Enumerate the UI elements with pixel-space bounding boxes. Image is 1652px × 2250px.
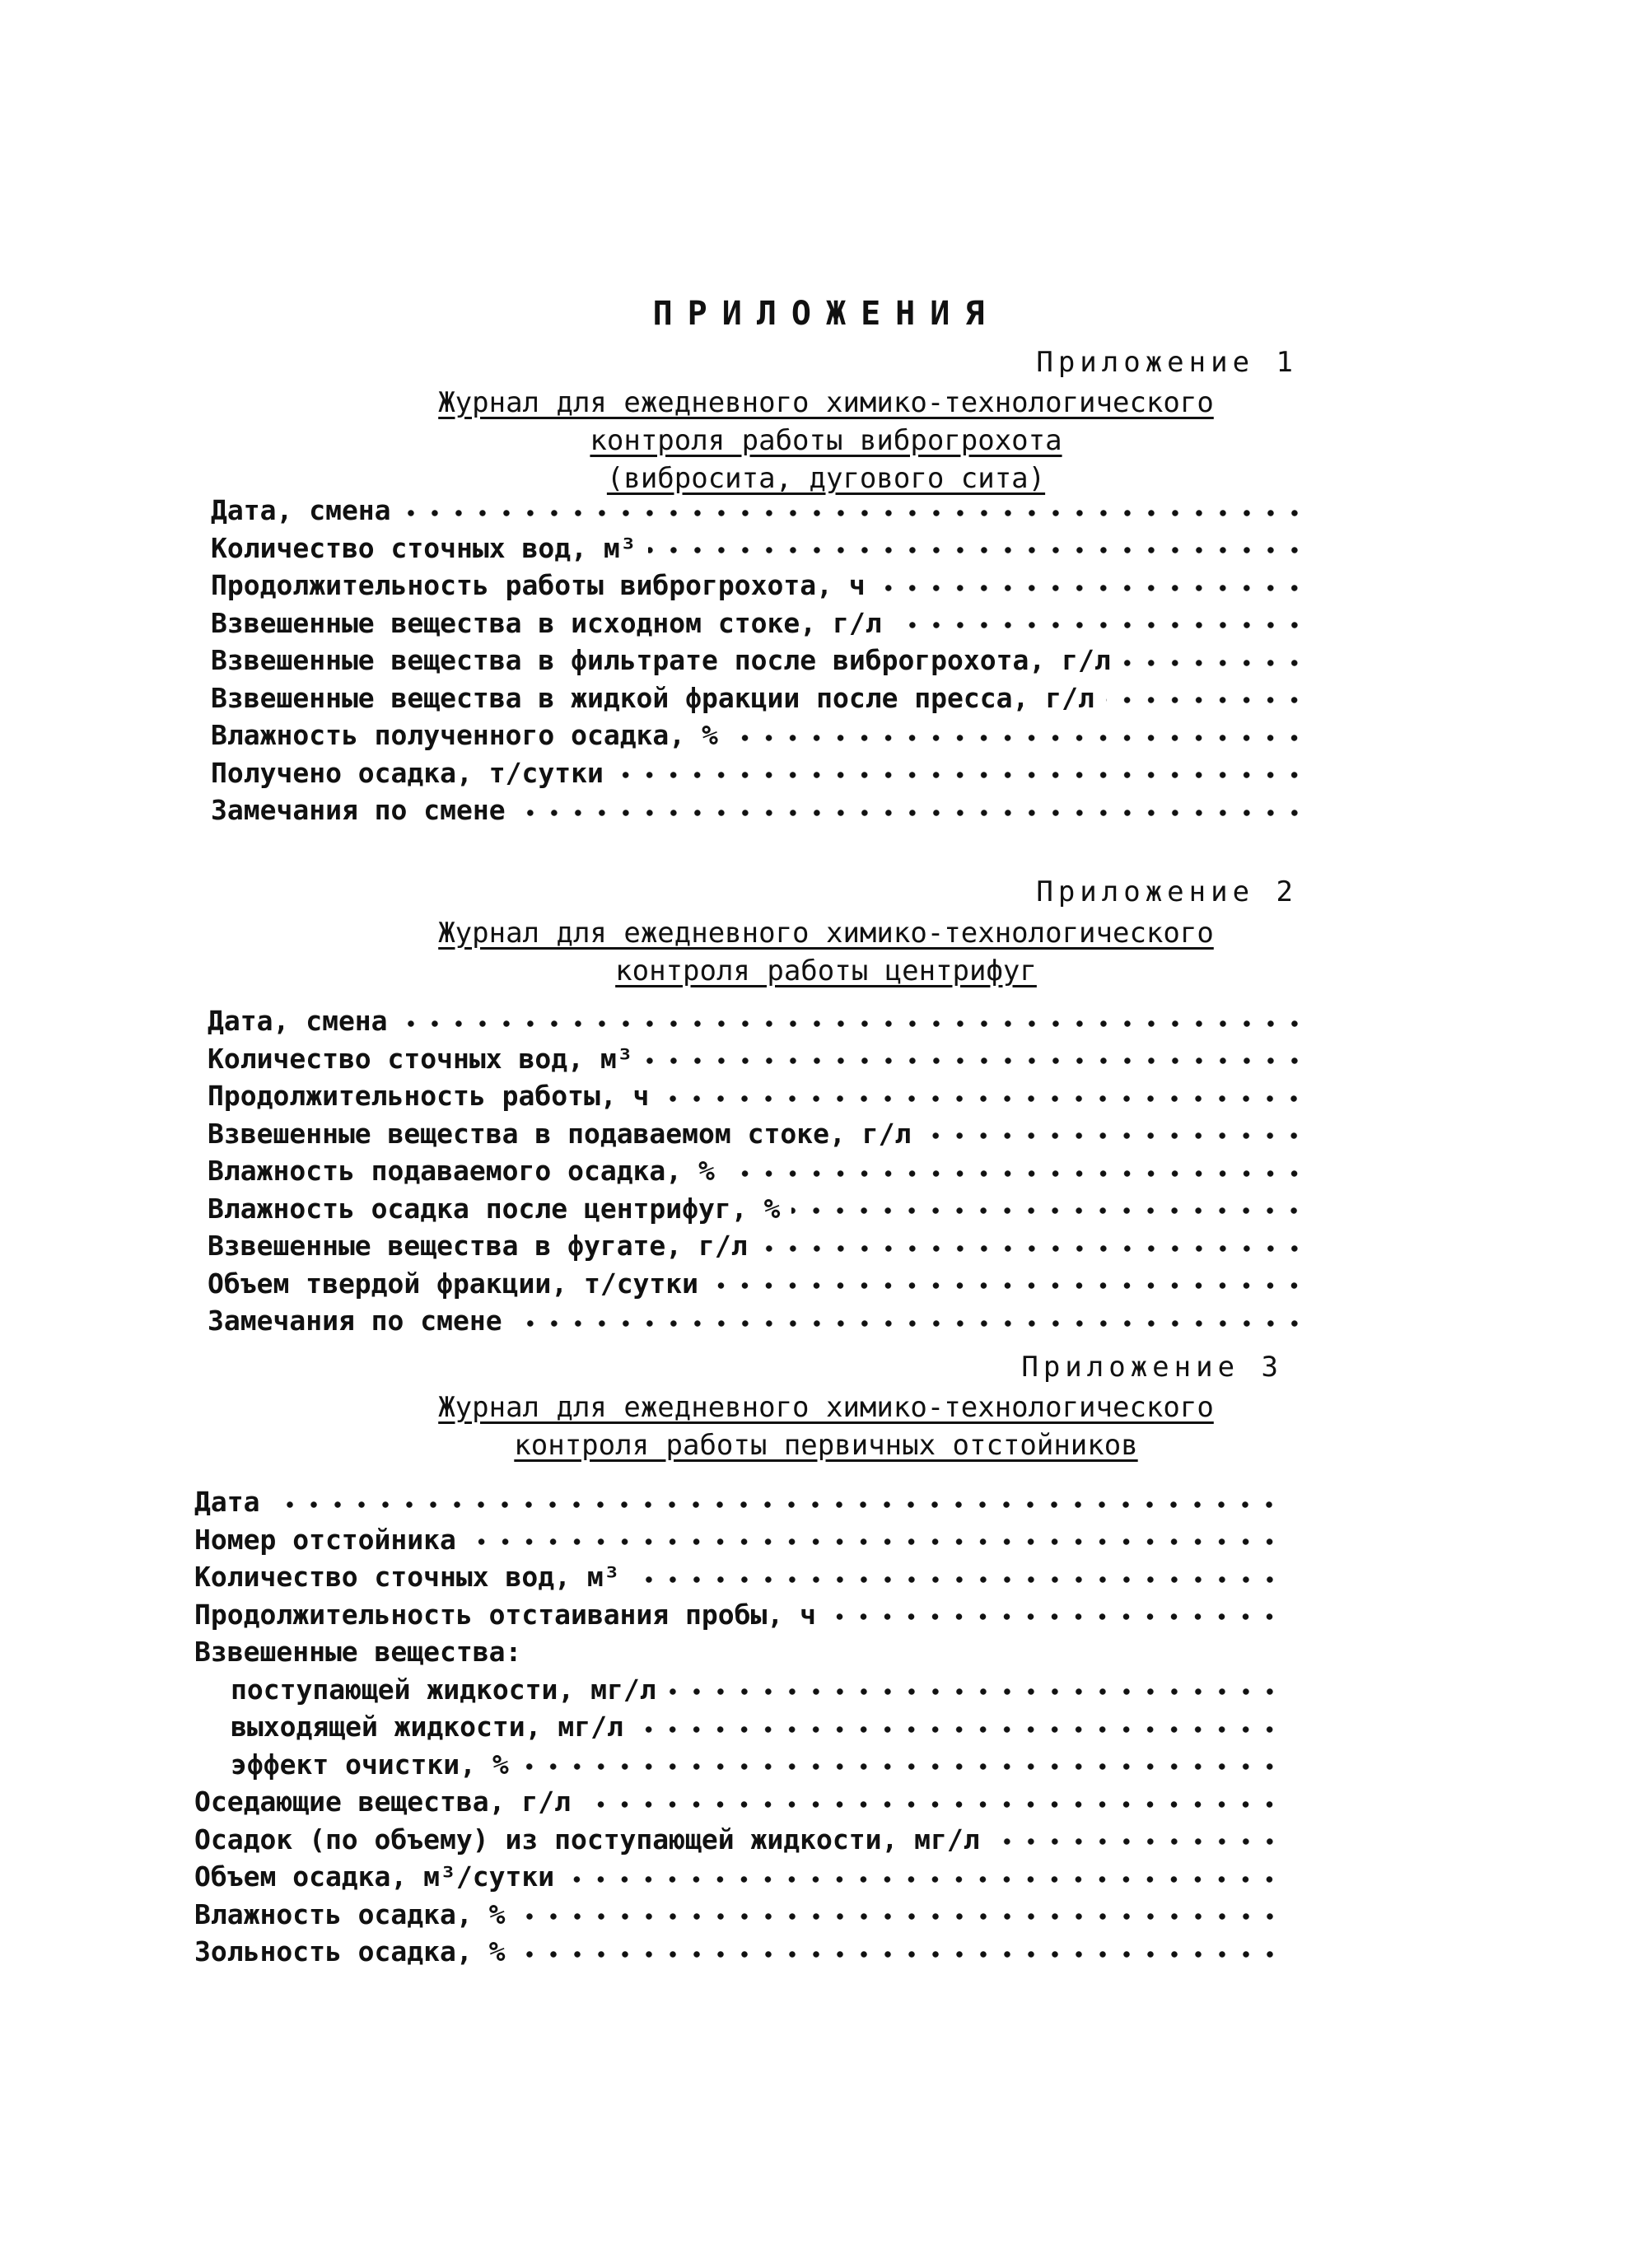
- dot-leader: [566, 1875, 1281, 1884]
- journal-field-group-heading: [194, 1636, 1281, 1673]
- field-label: Замечания по смене: [211, 794, 506, 826]
- field-label: Оседающие вещества, г/л: [194, 1786, 571, 1818]
- page-title: ПРИЛОЖЕНИЯ: [652, 295, 1000, 333]
- journal-field: [211, 719, 1306, 757]
- field-label: Влажность подаваемого осадка, %: [208, 1155, 715, 1187]
- journal-field: [194, 1860, 1281, 1898]
- field-label: Получено осадка, т/сутки: [211, 756, 604, 789]
- journal-field: [211, 682, 1306, 720]
- journal-field: [208, 1155, 1306, 1193]
- appendix-label: Приложение 1: [1036, 346, 1298, 379]
- dot-leader: [514, 1319, 1306, 1328]
- journal-field: [208, 1193, 1306, 1230]
- journal-title-line: контроля работы первичных отстойников: [514, 1429, 1138, 1462]
- dot-leader: [791, 1207, 1306, 1215]
- field-label: Продолжительность работы, ч: [208, 1080, 650, 1112]
- journal-field: [194, 1935, 1281, 1973]
- field-label: выходящей жидкости, мг/л: [231, 1711, 623, 1743]
- field-label: Дата: [194, 1486, 260, 1518]
- field-label: поступающей жидкости, мг/л: [231, 1673, 656, 1706]
- journal-field: [208, 1005, 1306, 1043]
- journal-title-line: Журнал для ежедневного химико-технологического: [438, 1391, 1214, 1424]
- dot-leader: [468, 1538, 1281, 1546]
- field-label: Дата, смена: [211, 494, 391, 526]
- field-label: Взвешенные вещества в фильтрате после виброгрохота, г/л: [211, 644, 1111, 676]
- field-label: Объем твердой фракции, т/сутки: [208, 1267, 699, 1300]
- dot-leader: [635, 1725, 1281, 1734]
- journal-field: [194, 1823, 1281, 1861]
- dot-leader: [582, 1800, 1281, 1809]
- journal-title-line: контроля работы виброгрохота: [590, 424, 1062, 457]
- dot-leader: [660, 1095, 1306, 1103]
- journal-field: [194, 1786, 1281, 1823]
- dot-leader: [894, 621, 1306, 629]
- field-label: Влажность осадка, %: [194, 1898, 506, 1930]
- journal-field: [208, 1043, 1306, 1081]
- field-label: Влажность осадка после центрифуг, %: [208, 1192, 781, 1225]
- journal-title-line: контроля работы центрифуг: [615, 955, 1037, 987]
- journal-field: [194, 1711, 1281, 1748]
- field-label: Количество сточных вод, м³: [208, 1042, 633, 1075]
- journal-field: [211, 757, 1306, 795]
- journal-field: [211, 644, 1306, 682]
- field-label: Номер отстойника: [194, 1523, 456, 1556]
- journal-title: [0, 384, 1652, 497]
- field-label: Объем осадка, м³/сутки: [194, 1860, 555, 1893]
- dot-leader: [517, 1950, 1282, 1958]
- journal-field: [208, 1267, 1306, 1305]
- journal-field: [211, 494, 1306, 532]
- field-label: Влажность полученного осадка, %: [211, 719, 718, 751]
- dot-leader: [730, 734, 1306, 742]
- journal-title-line: Журнал для ежедневного химико-технологического: [438, 386, 1214, 419]
- journal-field: [194, 1599, 1281, 1636]
- dot-leader: [632, 1575, 1281, 1584]
- journal-field: [211, 607, 1306, 645]
- journal-field: [208, 1230, 1306, 1267]
- journal-title: [0, 914, 1652, 990]
- dot-leader: [403, 509, 1306, 517]
- journal-field-list: [194, 1486, 1281, 1973]
- journal-field: [208, 1305, 1306, 1342]
- field-label: Количество сточных вод, м³: [211, 531, 637, 564]
- journal-field-list: [211, 494, 1306, 832]
- field-label: Взвешенные вещества в исходном стоке, г/л: [211, 606, 882, 639]
- journal-field: [194, 1524, 1281, 1561]
- dot-leader: [726, 1169, 1306, 1178]
- dot-leader: [399, 1020, 1306, 1028]
- dot-leader: [1122, 659, 1306, 667]
- dot-leader: [710, 1281, 1306, 1290]
- journal-field: [194, 1898, 1281, 1936]
- journal-field: [211, 532, 1306, 570]
- dot-leader: [615, 771, 1306, 779]
- journal-field: [211, 569, 1306, 607]
- field-label: Осадок (по объему) из поступающей жидкости, мг/л: [194, 1823, 980, 1856]
- journal-field: [194, 1748, 1281, 1786]
- field-label: Взвешенные вещества в жидкой фракции после пресса, г/л: [211, 681, 1094, 714]
- journal-title-line: Журнал для ежедневного химико-технологического: [438, 917, 1214, 950]
- journal-field: [194, 1561, 1281, 1599]
- field-label: Взвешенные вещества:: [194, 1636, 522, 1668]
- dot-leader: [271, 1501, 1281, 1509]
- field-label: Количество сточных вод, м³: [194, 1561, 620, 1593]
- journal-field-list: [208, 1005, 1306, 1342]
- field-label: Продолжительность отстаивания пробы, ч: [194, 1598, 816, 1631]
- field-label: Взвешенные вещества в фугате, г/л: [208, 1230, 748, 1262]
- dot-leader: [992, 1837, 1281, 1846]
- dot-leader: [648, 546, 1306, 554]
- dot-leader: [759, 1244, 1306, 1253]
- journal-field: [208, 1080, 1306, 1118]
- dot-leader: [877, 584, 1306, 592]
- dot-leader: [668, 1688, 1281, 1696]
- field-label: Зольность осадка, %: [194, 1935, 506, 1968]
- field-label: Взвешенные вещества в подаваемом стоке, г/л: [208, 1117, 912, 1150]
- journal-field: [208, 1118, 1306, 1155]
- dot-leader: [517, 809, 1306, 817]
- dot-leader: [1106, 696, 1306, 704]
- journal-title-line: (вибросита, дугового сита): [606, 462, 1046, 495]
- dot-leader: [517, 1912, 1282, 1921]
- field-label: Дата, смена: [208, 1005, 388, 1037]
- dot-leader: [645, 1057, 1306, 1065]
- field-label: Продолжительность работы виброгрохота, ч: [211, 569, 866, 601]
- field-label: Замечания по смене: [208, 1305, 502, 1337]
- journal-field: [194, 1673, 1281, 1711]
- appendix-label: Приложение 2: [1036, 875, 1298, 908]
- dot-leader: [520, 1762, 1281, 1771]
- journal-field: [211, 794, 1306, 832]
- dot-leader: [828, 1613, 1281, 1621]
- journal-field: [194, 1486, 1281, 1524]
- appendix-label: Приложение 3: [1021, 1351, 1283, 1384]
- dot-leader: [922, 1132, 1306, 1140]
- field-label: эффект очистки, %: [231, 1748, 509, 1781]
- journal-title: [0, 1389, 1652, 1464]
